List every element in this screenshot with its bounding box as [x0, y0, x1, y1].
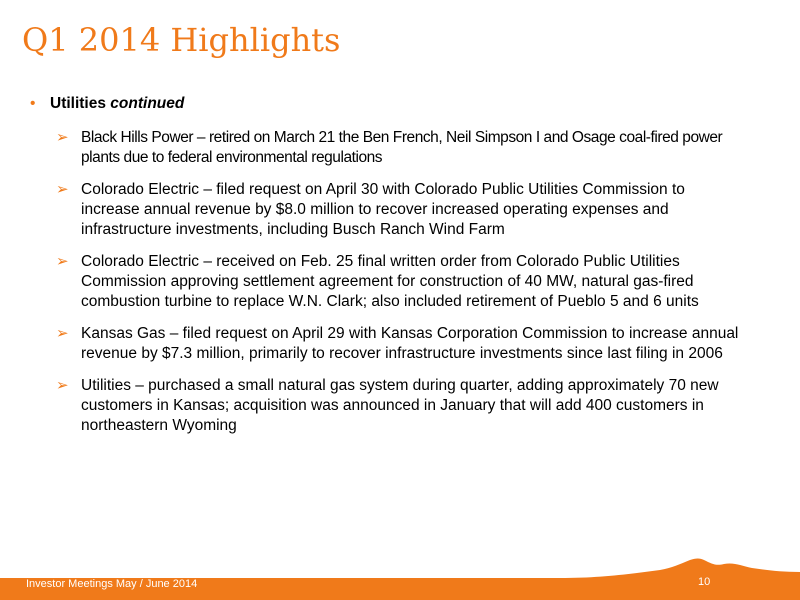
list-item — [56, 376, 746, 436]
bullet-dot-icon: • — [30, 95, 36, 112]
highlights-list — [56, 128, 746, 448]
arrow-bullet-icon: ➢ — [56, 129, 69, 146]
arrow-bullet-icon: ➢ — [56, 325, 69, 342]
list-item — [56, 252, 746, 312]
arrow-bullet-icon: ➢ — [56, 181, 69, 198]
list-item — [56, 128, 746, 168]
section-heading — [30, 94, 184, 114]
list-item-text: Utilities – purchased a small natural gas system during quarter, adding approximately 70 new customers in Kansas; acquisition was announced in January that will add 400 customers in northeastern Wyoming — [81, 377, 719, 434]
list-item — [56, 324, 746, 364]
list-item-text: Colorado Electric – filed request on April 30 with Colorado Public Utilities Commission to increase annual revenue by $8.0 million to recover increased operating expenses and infrastructure investments, including Busch Ranch Wind Farm — [81, 181, 685, 238]
list-item-text: Colorado Electric – received on Feb. 25 final written order from Colorado Public Utilities Commission approving settlement agreement for construction of 40 MW, natural gas-fired combustion turbine to replace W.N. Clark; also included retirement of Pueblo 5 and 6 units — [81, 253, 699, 310]
list-item — [56, 180, 746, 240]
arrow-bullet-icon: ➢ — [56, 253, 69, 270]
list-item-text: Kansas Gas – filed request on April 29 with Kansas Corporation Commission to increase annual revenue by $7.3 million, primarily to recover infrastructure investments since last filing in 2006 — [81, 325, 739, 362]
list-item-text: Black Hills Power – retired on March 21 the Ben French, Neil Simpson I and Osage coal-fired power plants due to federal environmental regulations — [81, 129, 723, 166]
page-number: 10 — [698, 576, 711, 588]
arrow-bullet-icon: ➢ — [56, 377, 69, 394]
slide-title: Q1 2014 Highlights — [22, 21, 341, 59]
footer-bar — [0, 556, 800, 600]
footer-label: Investor Meetings May / June 2014 — [26, 578, 198, 590]
section-label-suffix: continued — [110, 95, 185, 112]
section-label: Utilities — [50, 95, 106, 112]
